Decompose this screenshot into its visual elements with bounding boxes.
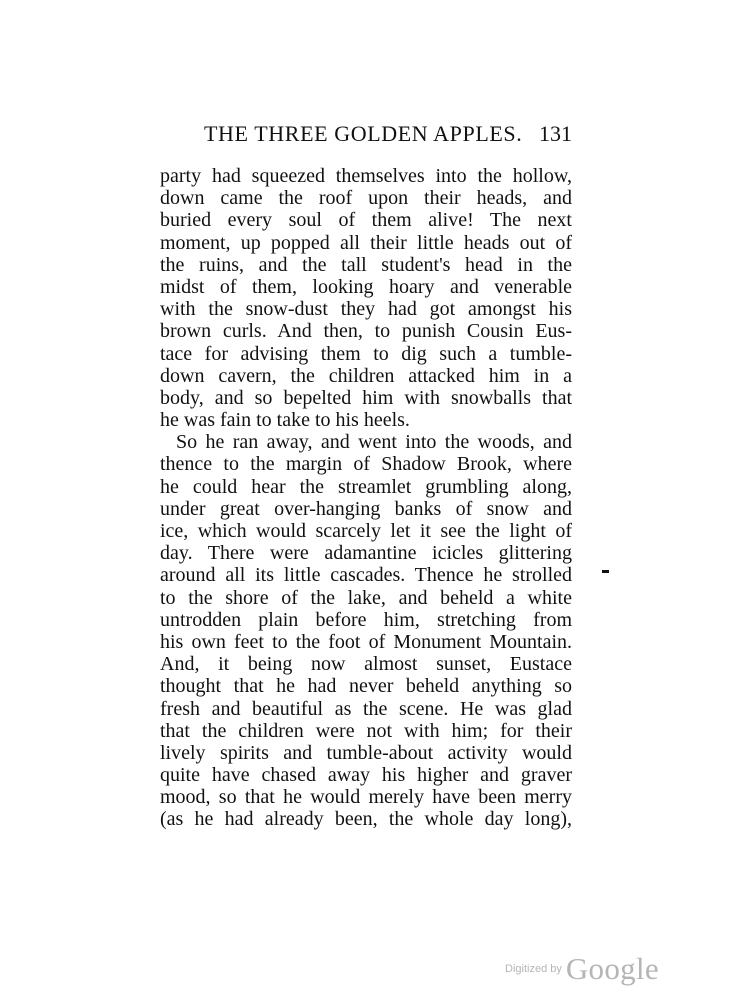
text-line: with the snow-dust they had got amongst his <box>160 298 572 321</box>
paragraph-end-line: he was fain to take to his heels. <box>160 409 410 432</box>
text-line: buried every soul of them alive! The next <box>160 209 572 232</box>
text-line: day. There were adamantine icicles glittering <box>160 542 572 565</box>
text-line: down cavern, the children attacked him in a <box>160 364 572 387</box>
text-line: that the children were not with him; for their <box>160 719 572 742</box>
digitized-by-google-watermark <box>505 951 659 987</box>
text-line: midst of them, looking hoary and venerable <box>160 275 572 298</box>
text-line: brown curls. And then, to punish Cousin Eus- <box>160 320 572 343</box>
text-line: around all its little cascades. Thence he strolled <box>160 564 572 587</box>
text-line: lively spirits and tumble-about activity would <box>160 741 572 764</box>
scan-artifact-mark <box>602 570 609 573</box>
running-head <box>160 121 572 151</box>
text-line: thought that he had never beheld anything so <box>160 675 572 698</box>
body-text <box>160 165 572 831</box>
text-line: to the shore of the lake, and beheld a white <box>160 586 572 609</box>
google-logo: Google <box>565 951 659 986</box>
text-line: And, it being now almost sunset, Eustace <box>160 653 572 676</box>
text-line: body, and so bepelted him with snowballs that <box>160 386 572 409</box>
text-line: (as he had already been, the whole day long), <box>160 808 572 831</box>
text-line: quite have chased away his higher and graver <box>160 764 572 787</box>
page-number: 131 <box>539 121 572 146</box>
text-line: down came the roof upon their heads, and <box>160 187 572 210</box>
text-line: mood, so that he would merely have been merry <box>160 786 572 809</box>
text-line: tace for advising them to dig such a tumble- <box>160 342 572 365</box>
text-line: fresh and beautiful as the scene. He was glad <box>160 697 572 720</box>
text-line: under great over-hanging banks of snow and <box>160 497 572 520</box>
text-line: thence to the margin of Shadow Brook, where <box>160 453 572 476</box>
text-line: party had squeezed themselves into the hollow, <box>160 165 572 187</box>
text-line: untrodden plain before him, stretching from <box>160 608 572 631</box>
running-title: THE THREE GOLDEN APPLES. <box>204 121 523 146</box>
text-line: his own feet to the foot of Monument Mountain. <box>160 630 572 653</box>
text-line: ice, which would scarcely let it see the light of <box>160 520 572 542</box>
text-line: the ruins, and the tall student's head in the <box>160 253 572 276</box>
text-line: moment, up popped all their little heads out of <box>160 231 572 254</box>
paragraph-start-line: So he ran away, and went into the woods, and <box>176 431 572 454</box>
watermark-prefix: Digitized by <box>505 963 562 975</box>
text-line: he could hear the streamlet grumbling along, <box>160 475 572 498</box>
